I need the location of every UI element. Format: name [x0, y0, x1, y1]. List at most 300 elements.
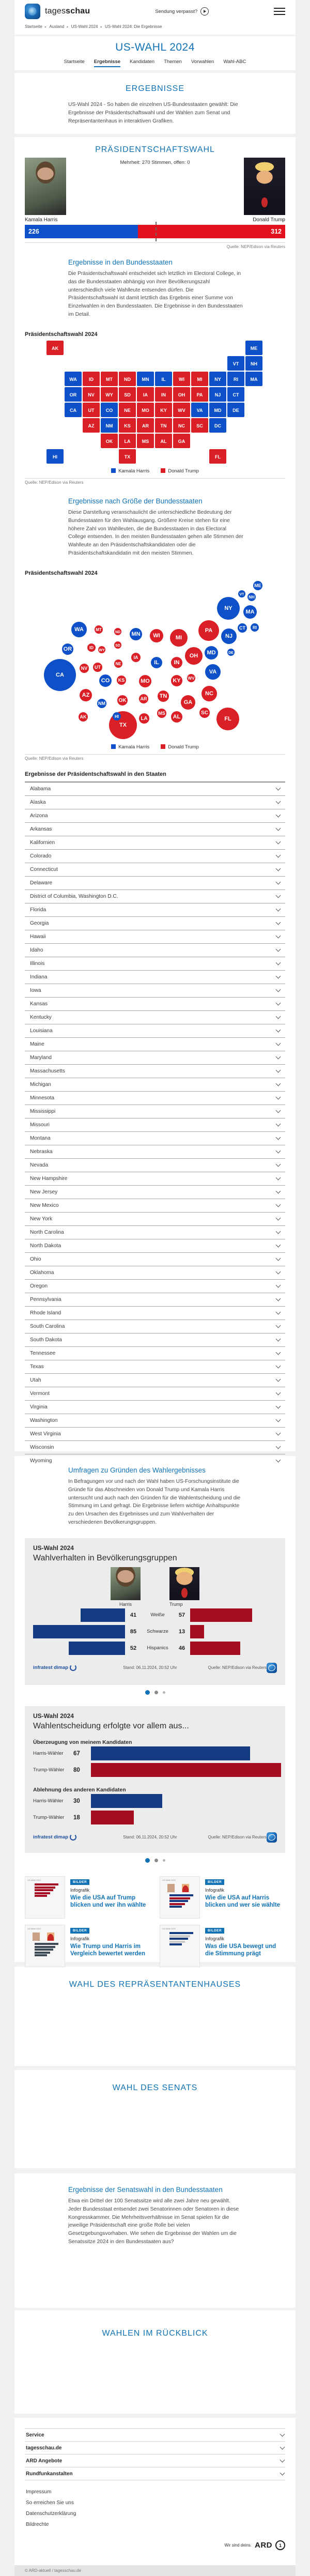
state-bubble-AZ[interactable]: [80, 689, 92, 701]
state-bubble-WI[interactable]: [150, 629, 163, 642]
state-accordion-row[interactable]: [25, 943, 285, 957]
state-tile-WV[interactable]: [173, 403, 190, 417]
state-tile-MD[interactable]: [209, 403, 226, 417]
bubble-map-legend: [25, 744, 285, 750]
state-accordion-row[interactable]: [25, 1212, 285, 1225]
state-tile-NH[interactable]: [245, 356, 262, 371]
state-bubble-CT[interactable]: [238, 623, 247, 633]
state-name: North Carolina: [30, 1229, 64, 1235]
state-tile-PA[interactable]: [191, 387, 208, 402]
svg-text:KS: KS: [118, 677, 125, 683]
svg-text:AZ: AZ: [88, 423, 95, 428]
state-name: Washington: [30, 1417, 58, 1423]
chevron-down-icon: [276, 1175, 281, 1180]
state-bubble-NM[interactable]: [97, 699, 106, 708]
state-bubble-VT[interactable]: [238, 590, 245, 597]
breadcrumb-item[interactable]: Ausland: [49, 24, 65, 29]
state-accordion-row[interactable]: [25, 1024, 285, 1037]
state-bubble-ID[interactable]: [87, 643, 96, 652]
state-accordion-row[interactable]: [25, 1427, 285, 1440]
state-name: Maryland: [30, 1054, 52, 1061]
state-accordion-row[interactable]: [25, 1118, 285, 1131]
teaser-kicker: Infografik: [70, 1936, 90, 1941]
breadcrumb-item[interactable]: US-Wahl 2024: [71, 24, 98, 29]
state-accordion-row[interactable]: [25, 1064, 285, 1078]
state-bubble-NJ[interactable]: [221, 628, 237, 644]
svg-text:WA: WA: [69, 376, 77, 382]
svg-text:OR: OR: [69, 392, 77, 397]
state-tile-WA[interactable]: [65, 372, 82, 386]
state-name: Oklahoma: [30, 1269, 54, 1276]
state-tile-VT[interactable]: [227, 356, 244, 371]
svg-text:NV: NV: [88, 392, 95, 397]
chevron-down-icon: [276, 1350, 281, 1355]
footer-accordion-label: tagesschau.de: [26, 2445, 62, 2451]
chevron-down-icon: [276, 933, 281, 939]
state-name: Alabama: [30, 786, 51, 792]
state-accordion-row[interactable]: [25, 1199, 285, 1212]
carousel-dot-1[interactable]: [145, 1858, 150, 1863]
state-accordion-row[interactable]: [25, 1078, 285, 1091]
state-name: Utah: [30, 1377, 41, 1383]
state-tile-DC[interactable]: [209, 418, 226, 433]
carousel-dot-3[interactable]: [163, 1859, 165, 1862]
thumb-mini-title: US-Wahl 2024: [162, 1927, 176, 1930]
state-accordion-row[interactable]: [25, 957, 285, 970]
tab-themen[interactable]: Themen: [164, 59, 182, 65]
state-tile-TN[interactable]: [155, 418, 172, 433]
state-accordion-row[interactable]: [25, 822, 285, 836]
svg-text:MI: MI: [197, 376, 203, 382]
state-accordion-row[interactable]: [25, 930, 285, 943]
state-accordion-row[interactable]: [25, 984, 285, 997]
tab-ergebnisse[interactable]: Ergebnisse: [94, 59, 120, 67]
state-tile-OH[interactable]: [173, 387, 190, 402]
chart-source: Quelle: NEP/Edison via Reuters: [208, 1665, 267, 1670]
svg-text:RI: RI: [234, 376, 238, 382]
state-tile-FL[interactable]: [209, 449, 226, 464]
breadcrumb-separator-icon: ▸: [67, 25, 69, 29]
state-bubble-OK[interactable]: [117, 695, 128, 706]
state-bubble-MN[interactable]: [130, 628, 142, 640]
senatswahl-heading[interactable]: Ergebnisse der Senatswahl in den Bundesstaaten: [68, 2186, 223, 2194]
footer-accordion-ard-angebote[interactable]: [25, 2454, 285, 2467]
state-tile-AR[interactable]: [137, 418, 154, 433]
svg-text:AR: AR: [142, 423, 149, 428]
state-name: Kentucky: [30, 1014, 52, 1020]
footer-accordion-tagesschau-de[interactable]: [25, 2441, 285, 2454]
state-bubble-KS[interactable]: [117, 676, 126, 685]
svg-text:AZ: AZ: [82, 692, 89, 698]
state-bubble-ME[interactable]: [253, 581, 262, 590]
state-tile-MA[interactable]: [245, 372, 262, 386]
state-accordion-row[interactable]: [25, 1225, 285, 1239]
svg-text:CO: CO: [105, 407, 113, 413]
state-name: District of Columbia, Washington D.C.: [30, 893, 118, 899]
state-bubble-HI[interactable]: [113, 712, 121, 720]
demographics-row: [33, 1640, 277, 1657]
state-tile-VA[interactable]: [191, 403, 208, 417]
state-accordion-row[interactable]: [25, 849, 285, 863]
state-bubble-TN[interactable]: [158, 691, 169, 702]
state-tile-ID[interactable]: [83, 372, 100, 386]
group-label: Schwarze: [147, 1629, 168, 1635]
state-accordion-row[interactable]: [25, 876, 285, 890]
svg-text:MI: MI: [175, 634, 182, 641]
us-states-map: [45, 340, 265, 464]
state-bubble-MA[interactable]: [243, 605, 257, 619]
state-tile-CT[interactable]: [227, 387, 244, 402]
state-bubble-SD[interactable]: [114, 641, 121, 649]
state-tile-NE[interactable]: [119, 403, 136, 417]
state-tile-KS[interactable]: [119, 418, 136, 433]
state-bubble-NY[interactable]: [217, 597, 240, 620]
svg-text:VT: VT: [239, 592, 244, 596]
state-tile-LA[interactable]: [119, 434, 136, 448]
state-accordion-row[interactable]: [25, 1131, 285, 1145]
chevron-down-icon: [280, 2458, 285, 2463]
demographics-chart-card: [25, 1538, 285, 1685]
state-bubble-LA[interactable]: [139, 713, 149, 724]
teaser-title: Wie die USA auf Trump blicken und wer ihn wählte: [70, 1894, 146, 1909]
demographics-row: [33, 1623, 277, 1640]
state-bubble-OH[interactable]: [185, 647, 203, 665]
teaser-title: Was die USA bewegt und die Stimmung prägt: [205, 1943, 276, 1957]
breadcrumb-item[interactable]: Startseite: [25, 24, 42, 29]
state-tile-RI[interactable]: [227, 372, 244, 386]
ard-wordmark[interactable]: ARD: [255, 2541, 272, 2550]
mini-trump-photo: [182, 1884, 189, 1892]
state-tile-HI[interactable]: [47, 449, 64, 464]
state-accordion-row[interactable]: [25, 1185, 285, 1199]
state-tile-MO[interactable]: [137, 403, 154, 417]
sendung-verpasst-button[interactable]: [155, 7, 209, 16]
tab-vorwahlen[interactable]: Vorwahlen: [191, 59, 214, 65]
carousel-dot-2[interactable]: [154, 1691, 158, 1694]
footer-link-so-erreichen-sie-uns[interactable]: So erreichen Sie uns: [26, 2500, 74, 2506]
ergebnisse-section: [14, 73, 296, 134]
state-bubble-DE[interactable]: [227, 649, 235, 656]
voter-group-label: Harris-Wähler: [33, 1798, 64, 1804]
umfragen-heading[interactable]: Umfragen zu Gründen des Wahlergebnisses: [68, 1466, 206, 1474]
state-tile-NJ[interactable]: [209, 387, 226, 402]
state-accordion-row[interactable]: [25, 1306, 285, 1320]
svg-text:NH: NH: [251, 361, 257, 366]
thumb-mini-bar: [35, 1949, 53, 1951]
state-tile-SC[interactable]: [191, 418, 208, 433]
state-accordion-row[interactable]: [25, 1387, 285, 1400]
state-bubble-CA[interactable]: [44, 659, 76, 691]
state-tile-WY[interactable]: [101, 387, 118, 402]
carousel-dot-1[interactable]: [145, 1690, 150, 1695]
svg-text:KS: KS: [124, 423, 131, 428]
state-name: Florida: [30, 907, 47, 913]
state-bubble-IN[interactable]: [171, 657, 182, 668]
state-tile-AL[interactable]: [155, 434, 172, 448]
state-tile-MI[interactable]: [191, 372, 208, 386]
state-accordion-row[interactable]: [25, 1320, 285, 1333]
svg-text:TX: TX: [124, 454, 131, 459]
bilder-badge: BILDER: [205, 1879, 224, 1885]
state-name: Arkansas: [30, 826, 52, 832]
state-accordion-row[interactable]: [25, 809, 285, 822]
state-bubble-ND[interactable]: [114, 628, 121, 635]
state-tile-UT[interactable]: [83, 403, 100, 417]
state-tile-MS[interactable]: [137, 434, 154, 448]
svg-text:WY: WY: [105, 392, 113, 397]
state-bubble-RI[interactable]: [251, 623, 259, 632]
state-tile-MN[interactable]: [137, 372, 154, 386]
state-bubble-GA[interactable]: [181, 695, 195, 710]
state-tile-ME[interactable]: [245, 341, 262, 355]
state-tile-NV[interactable]: [83, 387, 100, 402]
breadcrumb-separator-icon: ▸: [100, 25, 102, 29]
state-bubble-UT[interactable]: [93, 663, 102, 672]
thumb-mini-photos: [27, 1931, 63, 1942]
state-tile-NM[interactable]: [101, 418, 118, 433]
teaser-item[interactable]: [25, 1876, 150, 1919]
state-accordion-row[interactable]: [25, 1414, 285, 1427]
repraesentantenhaus-section: [14, 1967, 296, 2066]
state-accordion-row[interactable]: [25, 1333, 285, 1346]
breadcrumb-item[interactable]: US-Wahl 2024: Die Ergebnisse: [105, 24, 162, 29]
teaser-kicker: Infografik: [205, 1887, 225, 1893]
demographics-row: [33, 1607, 277, 1623]
bubble-map-label: Präsidentschaftswahl 2024: [25, 570, 98, 576]
state-name: Minnesota: [30, 1095, 55, 1101]
state-tile-WI[interactable]: [173, 372, 190, 386]
chevron-down-icon: [276, 839, 281, 845]
chevron-down-icon: [276, 987, 281, 992]
state-bubble-MO[interactable]: [139, 675, 151, 687]
footer-link-datenschutzerkl-rung[interactable]: Datenschutzerklärung: [26, 2511, 76, 2517]
footer-accordion-rundfunkanstalten[interactable]: [25, 2467, 285, 2480]
state-bubble-AL[interactable]: [171, 711, 182, 723]
tab-startseite[interactable]: Startseite: [64, 59, 85, 65]
svg-text:MS: MS: [142, 438, 149, 444]
state-accordion-row[interactable]: [25, 1360, 285, 1373]
state-bubble-WY[interactable]: [98, 646, 105, 653]
thumb-mini-bar: [169, 1938, 188, 1940]
state-bubble-WV[interactable]: [187, 674, 195, 682]
mini-harris-photo: [33, 1933, 40, 1941]
state-accordion-row[interactable]: [25, 1400, 285, 1414]
carousel-dot-3[interactable]: [163, 1691, 165, 1694]
state-tile-NC[interactable]: [173, 418, 190, 433]
svg-text:MO: MO: [140, 678, 150, 684]
svg-text:MA: MA: [245, 608, 255, 615]
svg-text:CO: CO: [101, 677, 110, 684]
state-accordion-row[interactable]: [25, 863, 285, 876]
state-bubble-FL[interactable]: [216, 708, 239, 730]
svg-text:SD: SD: [115, 643, 120, 648]
state-tile-KY[interactable]: [155, 403, 172, 417]
state-bubble-NE[interactable]: [114, 660, 122, 668]
state-bubble-MS[interactable]: [157, 709, 166, 718]
state-accordion-row[interactable]: [25, 1293, 285, 1306]
state-accordion-row[interactable]: [25, 1346, 285, 1360]
footer-link-impressum[interactable]: Impressum: [26, 2489, 52, 2495]
svg-text:MO: MO: [142, 407, 149, 413]
staaten-heading[interactable]: Ergebnisse in den Bundesstaaten: [68, 258, 173, 266]
svg-text:DE: DE: [228, 651, 234, 655]
state-tile-CO[interactable]: [101, 403, 118, 417]
teaser-text: [70, 1925, 150, 1967]
thumb-mini-bar: [35, 1887, 55, 1889]
carousel-dot-2[interactable]: [154, 1859, 158, 1862]
state-name: North Dakota: [30, 1243, 61, 1249]
svg-text:AR: AR: [140, 696, 147, 701]
state-tile-IL[interactable]: [155, 372, 172, 386]
chevron-down-icon: [276, 1377, 281, 1382]
state-accordion-row[interactable]: [25, 1105, 285, 1118]
chevron-down-icon: [276, 974, 281, 979]
state-bubble-NV[interactable]: [80, 664, 89, 673]
state-tile-OK[interactable]: [101, 434, 118, 448]
state-bubble-IL[interactable]: [151, 657, 162, 668]
state-bubble-IA[interactable]: [131, 653, 141, 662]
tagesschau-logo-icon[interactable]: [25, 4, 40, 19]
state-tile-SD[interactable]: [119, 387, 136, 402]
state-accordion-row[interactable]: [25, 1252, 285, 1266]
state-name: Idaho: [30, 947, 43, 953]
state-tile-DE[interactable]: [227, 403, 244, 417]
state-tile-IN[interactable]: [155, 387, 172, 402]
state-accordion-row[interactable]: [25, 1051, 285, 1064]
svg-text:IN: IN: [174, 659, 179, 666]
teaser-item[interactable]: [25, 1925, 150, 1967]
state-bubble-WA[interactable]: [71, 622, 87, 637]
state-bubble-OR[interactable]: [62, 643, 73, 655]
state-tile-MT[interactable]: [101, 372, 118, 386]
state-accordion-row[interactable]: [25, 970, 285, 984]
map-legend: [25, 468, 285, 474]
source-note: Quelle: NEP/Edison via Reuters: [25, 480, 84, 485]
state-accordion-row[interactable]: [25, 1239, 285, 1252]
legend-item-harris: Kamala Harris: [111, 468, 149, 474]
state-accordion-row[interactable]: [25, 903, 285, 916]
state-name: Louisiana: [30, 1028, 53, 1034]
state-tile-OR[interactable]: [65, 387, 82, 402]
state-tile-ND[interactable]: [119, 372, 136, 386]
state-tile-TX[interactable]: [119, 449, 136, 464]
umfragen-section: [14, 1456, 296, 1962]
state-bubble-AK[interactable]: [79, 712, 88, 722]
state-bubble-KY[interactable]: [171, 675, 182, 686]
tagesschau-wordmark[interactable]: tagesschau: [45, 7, 90, 16]
state-accordion-row[interactable]: [25, 781, 285, 795]
thumb-mini-photos: [162, 1883, 197, 1894]
chevron-down-icon: [276, 853, 281, 858]
praesidentschaftswahl-section: [14, 137, 296, 1464]
groesse-heading[interactable]: Ergebnisse nach Größe der Bundesstaaten: [68, 497, 203, 505]
chevron-down-icon: [276, 786, 281, 791]
state-accordion-row[interactable]: [25, 1091, 285, 1105]
state-accordion-row[interactable]: [25, 890, 285, 903]
teaser-thumbnail: [25, 1876, 65, 1919]
svg-text:IA: IA: [133, 654, 138, 660]
harris-bar: [91, 1794, 162, 1808]
chevron-down-icon: [276, 812, 281, 818]
state-tile-AZ[interactable]: [83, 418, 100, 433]
state-accordion-row[interactable]: [25, 1172, 285, 1185]
svg-text:HI: HI: [114, 714, 119, 719]
menu-icon[interactable]: [274, 8, 285, 15]
svg-text:ND: ND: [124, 376, 131, 382]
us-bubble-map: [25, 578, 286, 740]
state-accordion-row[interactable]: [25, 1373, 285, 1387]
state-tile-IA[interactable]: [137, 387, 154, 402]
svg-text:LA: LA: [124, 438, 131, 444]
teaser-item[interactable]: [160, 1876, 285, 1919]
svg-text:PA: PA: [205, 627, 212, 634]
hero: [14, 36, 296, 70]
state-tile-NY[interactable]: [209, 372, 226, 386]
teaser-item[interactable]: [160, 1925, 285, 1967]
groesse-text: Diese Darstellung veranschaulicht die unterschiedliche Bedeutung der Bundesstaaten für den Wahlausgang. Größere Kreise stehen für eine höhere Zahl von Wahlleuten, die die Bundesstaaten in das Electoral College entsenden. In den meisten Bundesstaaten gehen alle Stimmen der Wahlleute an den Präsidentschaftskandidaten oder die Präsidentschaftskandidatin mit den meisten Stimmen.: [68, 509, 243, 556]
state-accordion-row[interactable]: [25, 1279, 285, 1293]
state-tile-CA[interactable]: [65, 403, 82, 417]
state-bubble-VA[interactable]: [205, 664, 221, 680]
state-tile-AK[interactable]: [47, 341, 64, 355]
chevron-down-icon: [276, 1417, 281, 1422]
state-accordion-row[interactable]: [25, 1440, 285, 1454]
state-accordion-row[interactable]: [25, 1266, 285, 1279]
teaser-grid: [25, 1876, 285, 1967]
chevron-down-icon: [280, 2432, 285, 2437]
state-accordion-row[interactable]: [25, 795, 285, 809]
svg-text:NE: NE: [124, 407, 131, 413]
svg-text:VT: VT: [233, 361, 239, 366]
footer-link-bildrechte[interactable]: Bildrechte: [26, 2522, 49, 2527]
state-accordion-row[interactable]: [25, 1145, 285, 1158]
svg-text:OH: OH: [178, 392, 185, 397]
state-bubble-MD[interactable]: [205, 646, 218, 660]
state-bubble-AR[interactable]: [139, 694, 148, 703]
tab-kandidaten[interactable]: Kandidaten: [130, 59, 155, 65]
state-accordion-row[interactable]: [25, 1010, 285, 1024]
state-accordion-row[interactable]: [25, 997, 285, 1010]
tab-wahl-abc[interactable]: Wahl-ABC: [223, 59, 246, 65]
carousel-dots: [25, 1690, 285, 1695]
chevron-down-icon: [276, 866, 281, 871]
thumb-mini-bar: [169, 1900, 188, 1902]
legend-item-trump: Donald Trump: [161, 468, 199, 474]
footer-accordion-service[interactable]: [25, 2428, 285, 2441]
state-accordion-row[interactable]: [25, 1037, 285, 1051]
harris-value: 52: [130, 1645, 137, 1651]
state-bubble-NC[interactable]: [202, 686, 217, 701]
state-accordion-row[interactable]: [25, 916, 285, 930]
state-tile-GA[interactable]: [173, 434, 190, 448]
thumb-mini-bar: [35, 1946, 55, 1948]
state-bubble-MI[interactable]: [170, 629, 188, 647]
svg-text:TN: TN: [159, 693, 167, 699]
state-accordion-row[interactable]: [25, 1158, 285, 1172]
state-bubble-SC[interactable]: [199, 708, 210, 718]
state-name: Vermont: [30, 1390, 50, 1397]
state-bubble-PA[interactable]: [198, 620, 219, 641]
state-bubble-NH[interactable]: [247, 593, 256, 601]
source-note: Quelle: NEP/Edison via Reuters: [226, 244, 285, 249]
state-accordion-row[interactable]: [25, 836, 285, 849]
senat-title: WAHL DES SENATS: [112, 2083, 198, 2092]
state-bubble-MT[interactable]: [95, 625, 103, 634]
thumb-mini-bar: [35, 1892, 50, 1894]
staaten-text: Die Präsidentschaftswahl entscheidet sich letztlich im Electoral College, in das die Bundesstaaten abhängig von ihrer Bevölkerungszahl unterschiedlich viele Wahlleute entsenden dürfen. Die Präsidentschaftswahl ist damit letztlich das Ergebnis einer Summe von Einzelwahlen in den Bundesstaaten. Die Ergebnisse in den Bundesstaaten im Detail.: [68, 271, 243, 318]
svg-text:IL: IL: [161, 376, 166, 382]
state-bubble-CO[interactable]: [99, 674, 112, 687]
